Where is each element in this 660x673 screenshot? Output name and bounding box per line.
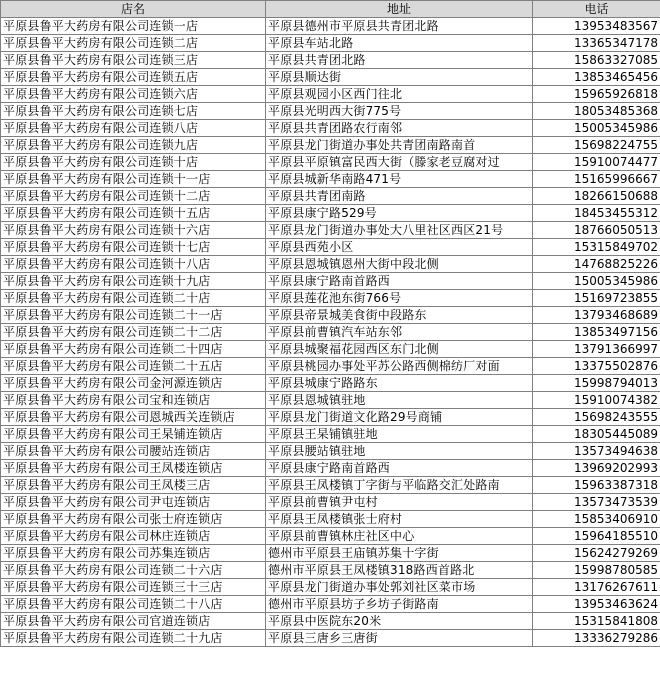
store-name-cell[interactable]: 平原县鲁平大药房有限公司苏集连锁店 <box>1 545 266 562</box>
phone-cell[interactable]: 13176267611 <box>533 579 660 596</box>
address-cell[interactable]: 德州市平原县坊子乡坊子街路南 <box>266 596 533 613</box>
address-cell[interactable]: 平原县莲花池东街766号 <box>266 290 533 307</box>
store-name-cell[interactable]: 平原县鲁平大药房有限公司连锁二店 <box>1 35 266 52</box>
table-row <box>1 562 660 579</box>
table-row <box>1 171 660 188</box>
table-row <box>1 307 660 324</box>
table-row <box>1 528 660 545</box>
header-name[interactable]: 店名 <box>1 1 266 18</box>
address-cell[interactable]: 平原县康宁路529号 <box>266 205 533 222</box>
address-cell[interactable]: 平原县光明西大街775号 <box>266 103 533 120</box>
table-row <box>1 579 660 596</box>
table-row <box>1 477 660 494</box>
store-name-cell[interactable]: 平原县鲁平大药房有限公司连锁六店 <box>1 86 266 103</box>
phone-cell[interactable]: 14768825226 <box>533 256 660 273</box>
phone-cell[interactable]: 13365347178 <box>533 35 660 52</box>
store-name-cell[interactable]: 平原县鲁平大药房有限公司腰站连锁店 <box>1 443 266 460</box>
table-row <box>1 596 660 613</box>
table-row <box>1 375 660 392</box>
phone-cell[interactable]: 18766050513 <box>533 222 660 239</box>
table-row <box>1 341 660 358</box>
phone-cell[interactable]: 15964185510 <box>533 528 660 545</box>
store-name-cell[interactable]: 平原县鲁平大药房有限公司林庄连锁店 <box>1 528 266 545</box>
store-name-cell[interactable]: 平原县鲁平大药房有限公司连锁八店 <box>1 120 266 137</box>
header-address[interactable]: 地址 <box>266 1 533 18</box>
phone-cell[interactable]: 18305445089 <box>533 426 660 443</box>
phone-cell[interactable]: 13375502876 <box>533 358 660 375</box>
phone-cell[interactable]: 18266150688 <box>533 188 660 205</box>
phone-cell[interactable]: 15998794013 <box>533 375 660 392</box>
address-cell[interactable]: 平原县康宁路南首路西 <box>266 460 533 477</box>
address-cell[interactable]: 平原县共青团北路 <box>266 52 533 69</box>
store-name-cell[interactable]: 平原县鲁平大药房有限公司连锁十九店 <box>1 273 266 290</box>
address-cell[interactable]: 德州市平原县王凤楼镇318路西首路北 <box>266 562 533 579</box>
phone-cell[interactable]: 15963387318 <box>533 477 660 494</box>
table-row <box>1 137 660 154</box>
address-cell[interactable]: 平原县帝景城美食街中段路东 <box>266 307 533 324</box>
phone-cell[interactable]: 15698224755 <box>533 137 660 154</box>
phone-cell[interactable]: 15698243555 <box>533 409 660 426</box>
address-cell[interactable]: 平原县三唐乡三唐街 <box>266 630 533 647</box>
phone-cell[interactable]: 15910074477 <box>533 154 660 171</box>
store-name-cell[interactable]: 平原县鲁平大药房有限公司连锁七店 <box>1 103 266 120</box>
store-name-cell[interactable]: 平原县鲁平大药房有限公司连锁十七店 <box>1 239 266 256</box>
address-cell[interactable]: 平原县共青团南路 <box>266 188 533 205</box>
table-row <box>1 52 660 69</box>
address-cell[interactable]: 平原县王杲铺镇驻地 <box>266 426 533 443</box>
address-cell[interactable]: 平原县前曹镇林庄社区中心 <box>266 528 533 545</box>
table-row <box>1 18 660 35</box>
store-name-cell[interactable]: 平原县鲁平大药房有限公司连锁十六店 <box>1 222 266 239</box>
phone-cell[interactable]: 15165996667 <box>533 171 660 188</box>
phone-cell[interactable]: 13573494638 <box>533 443 660 460</box>
address-cell[interactable]: 德州市平原县王庙镇苏集十字街 <box>266 545 533 562</box>
address-cell[interactable]: 平原县腰站镇驻地 <box>266 443 533 460</box>
table-row <box>1 239 660 256</box>
address-cell[interactable]: 平原县龙门街道办事处郭刘社区菜市场 <box>266 579 533 596</box>
header-row <box>1 1 660 18</box>
table-row <box>1 222 660 239</box>
table-row <box>1 120 660 137</box>
store-name-cell[interactable]: 平原县鲁平大药房有限公司连锁二十二店 <box>1 324 266 341</box>
address-cell[interactable]: 平原县康宁路南首路西 <box>266 273 533 290</box>
table-row <box>1 545 660 562</box>
table-row <box>1 256 660 273</box>
store-name-cell[interactable]: 平原县鲁平大药房有限公司王杲铺连锁店 <box>1 426 266 443</box>
table-row <box>1 443 660 460</box>
store-name-cell[interactable]: 平原县鲁平大药房有限公司张士府连锁店 <box>1 511 266 528</box>
address-cell[interactable]: 平原县西苑小区 <box>266 239 533 256</box>
address-cell[interactable]: 平原县共青团路农行南邻 <box>266 120 533 137</box>
table-row <box>1 273 660 290</box>
phone-cell[interactable]: 13791366997 <box>533 341 660 358</box>
header-phone[interactable]: 电话 <box>533 1 660 18</box>
store-name-cell[interactable]: 平原县鲁平大药房有限公司金河源连锁店 <box>1 375 266 392</box>
table-row <box>1 188 660 205</box>
store-name-cell[interactable]: 平原县鲁平大药房有限公司连锁二十店 <box>1 290 266 307</box>
store-name-cell[interactable]: 平原县鲁平大药房有限公司王凤楼连锁店 <box>1 460 266 477</box>
table-row <box>1 426 660 443</box>
address-cell[interactable]: 平原县王凤楼镇张士府村 <box>266 511 533 528</box>
table-row <box>1 154 660 171</box>
address-cell[interactable]: 平原县恩城镇驻地 <box>266 392 533 409</box>
phone-cell[interactable]: 15005345986 <box>533 273 660 290</box>
address-cell[interactable]: 平原县前曹镇尹屯村 <box>266 494 533 511</box>
store-name-cell[interactable]: 平原县鲁平大药房有限公司官道连锁店 <box>1 613 266 630</box>
phone-cell[interactable]: 13969202993 <box>533 460 660 477</box>
address-cell[interactable]: 平原县中医院东20米 <box>266 613 533 630</box>
address-cell[interactable]: 平原县城康宁路路东 <box>266 375 533 392</box>
store-name-cell[interactable]: 平原县鲁平大药房有限公司连锁十店 <box>1 154 266 171</box>
store-name-cell[interactable]: 平原县鲁平大药房有限公司连锁九店 <box>1 137 266 154</box>
address-cell[interactable]: 平原县城新华南路471号 <box>266 171 533 188</box>
phone-cell[interactable]: 15910074382 <box>533 392 660 409</box>
store-name-cell[interactable]: 平原县鲁平大药房有限公司连锁五店 <box>1 69 266 86</box>
table-row <box>1 511 660 528</box>
address-cell[interactable]: 平原县龙门街道文化路29号商铺 <box>266 409 533 426</box>
address-cell[interactable]: 平原县王凤楼镇丁字街与平临路交汇处路南 <box>266 477 533 494</box>
phone-cell[interactable]: 13953483567 <box>533 18 660 35</box>
phone-cell[interactable]: 13336279286 <box>533 630 660 647</box>
store-name-cell[interactable]: 平原县鲁平大药房有限公司连锁二十一店 <box>1 307 266 324</box>
phone-cell[interactable]: 15005345986 <box>533 120 660 137</box>
table-row <box>1 460 660 477</box>
store-name-cell[interactable]: 平原县鲁平大药房有限公司连锁十二店 <box>1 188 266 205</box>
table-row <box>1 35 660 52</box>
table-row <box>1 290 660 307</box>
phone-cell[interactable]: 15863327085 <box>533 52 660 69</box>
table-row <box>1 630 660 647</box>
phone-cell[interactable]: 13853497156 <box>533 324 660 341</box>
table-row <box>1 358 660 375</box>
table-row <box>1 103 660 120</box>
phone-cell[interactable]: 13953463624 <box>533 596 660 613</box>
table-row <box>1 324 660 341</box>
store-name-cell[interactable]: 平原县鲁平大药房有限公司连锁二十六店 <box>1 562 266 579</box>
store-name-cell[interactable]: 平原县鲁平大药房有限公司连锁二十八店 <box>1 596 266 613</box>
phone-cell[interactable]: 15998780585 <box>533 562 660 579</box>
address-cell[interactable]: 平原县观园小区西门往北 <box>266 86 533 103</box>
phone-cell[interactable]: 15853406910 <box>533 511 660 528</box>
store-name-cell[interactable]: 平原县鲁平大药房有限公司连锁三店 <box>1 52 266 69</box>
phone-cell[interactable]: 18053485368 <box>533 103 660 120</box>
store-name-cell[interactable]: 平原县鲁平大药房有限公司连锁二十九店 <box>1 630 266 647</box>
phone-cell[interactable]: 15624279269 <box>533 545 660 562</box>
phone-cell[interactable]: 15169723855 <box>533 290 660 307</box>
store-name-cell[interactable]: 平原县鲁平大药房有限公司连锁十八店 <box>1 256 266 273</box>
phone-cell[interactable]: 15965926818 <box>533 86 660 103</box>
address-cell[interactable]: 平原县顺达街 <box>266 69 533 86</box>
phone-cell[interactable]: 15315841808 <box>533 613 660 630</box>
address-cell[interactable]: 平原县前曹镇汽车站东邻 <box>266 324 533 341</box>
store-name-cell[interactable]: 平原县鲁平大药房有限公司连锁十五店 <box>1 205 266 222</box>
phone-cell[interactable]: 13793468689 <box>533 307 660 324</box>
table-row <box>1 69 660 86</box>
store-name-cell[interactable]: 平原县鲁平大药房有限公司宝和连锁店 <box>1 392 266 409</box>
store-name-cell[interactable]: 平原县鲁平大药房有限公司连锁二十五店 <box>1 358 266 375</box>
address-cell[interactable]: 平原县车站北路 <box>266 35 533 52</box>
phone-cell[interactable]: 15315849702 <box>533 239 660 256</box>
store-name-cell[interactable]: 平原县鲁平大药房有限公司连锁三十三店 <box>1 579 266 596</box>
store-name-cell[interactable]: 平原县鲁平大药房有限公司尹屯连锁店 <box>1 494 266 511</box>
table-row <box>1 86 660 103</box>
table-row <box>1 613 660 630</box>
address-cell[interactable]: 平原县桃园办事处平苏公路西侧棉纺厂对面 <box>266 358 533 375</box>
store-name-cell[interactable]: 平原县鲁平大药房有限公司恩城西关连锁店 <box>1 409 266 426</box>
table-row <box>1 392 660 409</box>
address-cell[interactable]: 平原县恩城镇恩州大街中段北侧 <box>266 256 533 273</box>
store-name-cell[interactable]: 平原县鲁平大药房有限公司连锁一店 <box>1 18 266 35</box>
table-body <box>1 18 660 647</box>
address-cell[interactable]: 平原县德州市平原县共青团北路 <box>266 18 533 35</box>
address-cell[interactable]: 平原县平原镇富民西大街（滕家老豆腐对过 <box>266 154 533 171</box>
address-cell[interactable]: 平原县龙门街道办事处共青团南路南首 <box>266 137 533 154</box>
store-name-cell[interactable]: 平原县鲁平大药房有限公司王凤楼三店 <box>1 477 266 494</box>
address-cell[interactable]: 平原县城聚福花园西区东门北侧 <box>266 341 533 358</box>
store-name-cell[interactable]: 平原县鲁平大药房有限公司连锁十一店 <box>1 171 266 188</box>
phone-cell[interactable]: 13573473539 <box>533 494 660 511</box>
phone-cell[interactable]: 18453455312 <box>533 205 660 222</box>
table-row <box>1 205 660 222</box>
address-cell[interactable]: 平原县龙门街道办事处大八里社区西区21号 <box>266 222 533 239</box>
table-row <box>1 409 660 426</box>
phone-cell[interactable]: 13853465456 <box>533 69 660 86</box>
table-row <box>1 494 660 511</box>
store-name-cell[interactable]: 平原县鲁平大药房有限公司连锁二十四店 <box>1 341 266 358</box>
